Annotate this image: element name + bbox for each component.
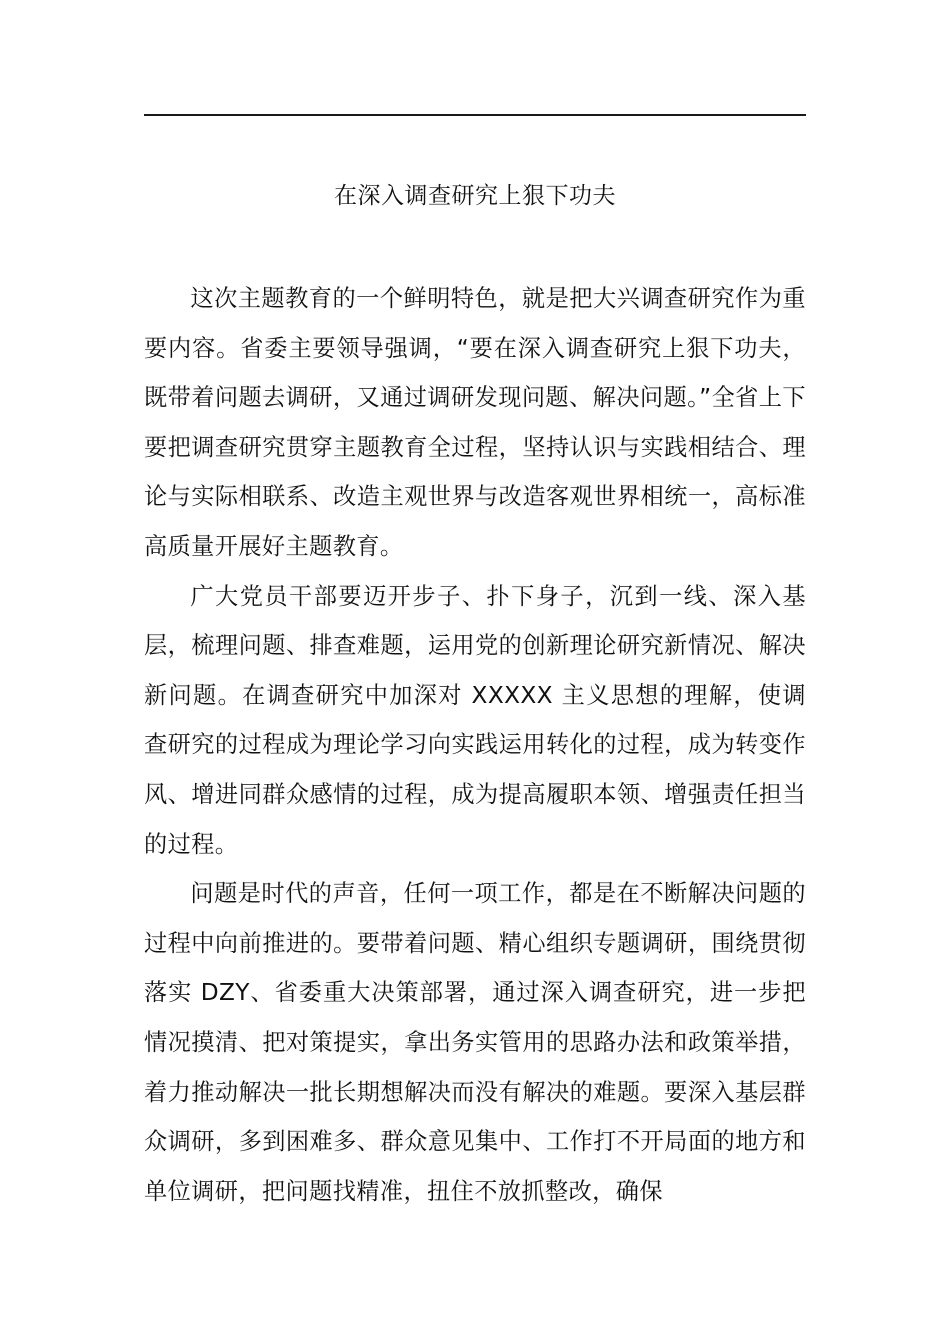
document-title: 在深入调查研究上狠下功夫 [334,183,616,209]
paragraph: 问题是时代的声音，任何一项工作，都是在不断解决问题的过程中向前推进的。要带着问题、精心组织专题调研，围绕贯彻落实 DZY、省委重大决策部署，通过深入调查研究，进一步把情况摸清、把对策提实，拿出务实管用的思路办法和政策举措，着力推动解决一批长期想解决而没有解决的难题。要深入基层群众调研，多到困难多、群众意见集中、工作打不开局面的地方和单位调研，把问题找精准，扭住不放抓整改，确保 [144,880,806,1205]
header-divider [144,114,806,116]
document-body [144,274,806,1216]
paragraph: 广大党员干部要迈开步子、扑下身子，沉到一线、深入基层，梳理问题、排查难题，运用党的创新理论研究新情况、解决新问题。在调查研究中加深对 XXXXX 主义思想的理解，使调查研究的过程成为理论学习向实践运用转化的过程，成为转变作风、增进同群众感情的过程，成为提高履职本领、增强责任担当的过程。 [144,582,806,858]
paragraph: 这次主题教育的一个鲜明特色，就是把大兴调查研究作为重要内容。省委主要领导强调，“要在深入调查研究上狠下功夫，既带着问题去调研，又通过调研发现问题、解决问题。”全省上下要把调查研究贯穿主题教育全过程，坚持认识与实践相结合、理论与实际相联系、改造主观世界与改造客观世界相统一，高标准高质量开展好主题教育。 [144,285,806,560]
